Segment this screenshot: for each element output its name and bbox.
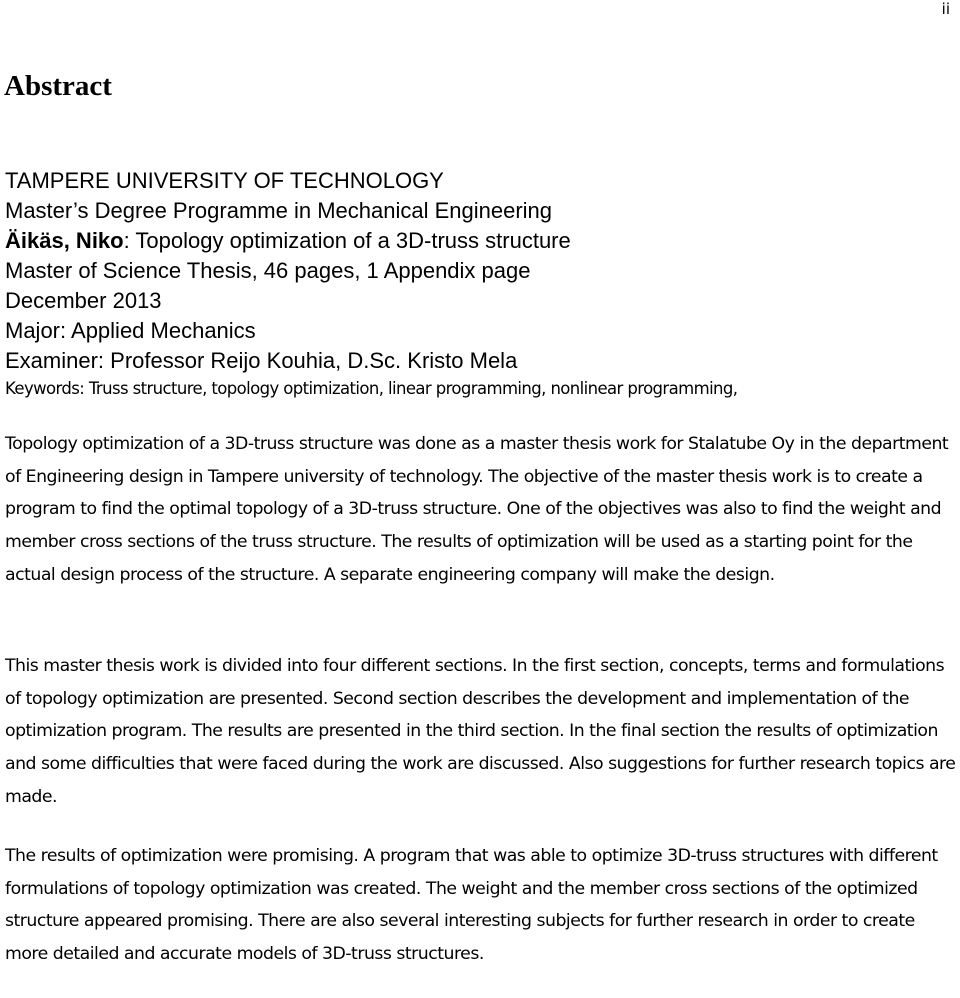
university-name: TAMPERE UNIVERSITY OF TECHNOLOGY xyxy=(5,168,444,193)
thesis-info: Master of Science Thesis, 46 pages, 1 Appendix page xyxy=(5,258,531,283)
thesis-date: December 2013 xyxy=(5,288,162,313)
abstract-heading: Abstract xyxy=(4,70,112,102)
author-title-line xyxy=(5,226,571,256)
thesis-examiner: Examiner: Professor Reijo Kouhia, D.Sc. Kristo Mela xyxy=(5,348,518,373)
page-number: ii xyxy=(941,0,950,18)
keywords-line: Keywords: Truss structure, topology optimization, linear programming, nonlinear programming, xyxy=(5,379,738,398)
thesis-title: : Topology optimization of a 3D-truss structure xyxy=(123,228,571,253)
thesis-major: Major: Applied Mechanics xyxy=(5,318,256,343)
abstract-paragraph-3: The results of optimization were promising. A program that was able to optimize 3D-truss structures with different formulations of topology optimization was created. The weight and the member cross sections of the optimized structure appeared promising. There are also several interesting subjects for further research in order to create more detailed and accurate models of 3D-truss structures. xyxy=(5,846,938,965)
thesis-metadata xyxy=(5,166,571,376)
author-name: Äikäs, Niko xyxy=(5,228,124,253)
abstract-paragraph-1: Topology optimization of a 3D-truss structure was done as a master thesis work for Stalatube Oy in the department of Engineering design in Tampere university of technology. The objective of the master thesis work is to create a program to find the optimal topology of a 3D-truss structure. One of the objectives was also to find the weight and member cross sections of the truss structure. The results of optimization will be used as a starting point for the actual design process of the structure. A separate engineering company will make the design. xyxy=(5,434,949,585)
degree-programme: Master’s Degree Programme in Mechanical Engineering xyxy=(5,198,553,223)
abstract-paragraph-2: This master thesis work is divided into four different sections. In the first section, concepts, terms and formulations of topology optimization are presented. Second section describes the development and implementation of the optimization program. The results are presented in the third section. In the final section the results of optimization and some difficulties that were faced during the work are discussed. Also suggestions for further research topics are made. xyxy=(5,656,956,807)
